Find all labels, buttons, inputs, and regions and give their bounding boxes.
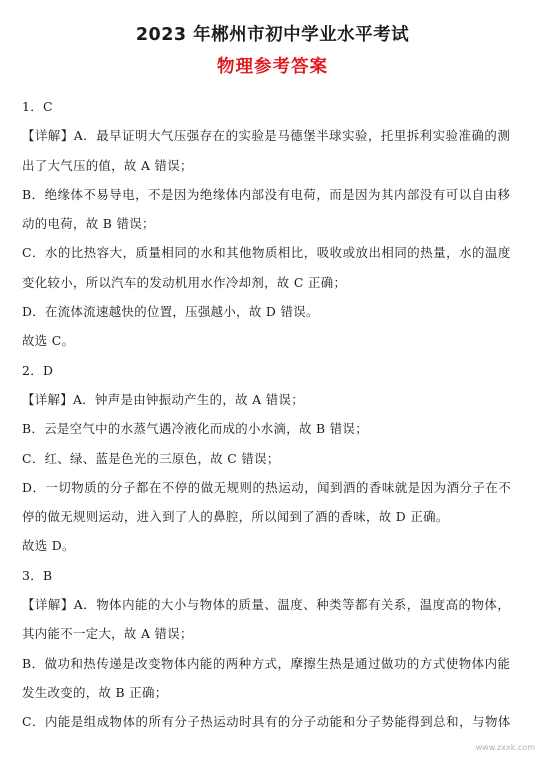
watermark: www.zxxk.com: [475, 743, 535, 752]
explanation-line: 其内能不一定大，故 A 错误；: [22, 626, 193, 642]
exam-title: 2023 年郴州市初中学业水平考试: [135, 25, 410, 45]
explanation-line: C．水的比热容大，质量相同的水和其他物质相比，吸收或放出相同的热量，水的温度: [22, 245, 511, 261]
question-number: 2．D: [22, 362, 54, 378]
answer-choice: 故选 D。: [22, 538, 75, 554]
question-number: 3．B: [22, 567, 53, 583]
answer-body: [22, 92, 523, 737]
answer-choice: 故选 C。: [22, 333, 75, 349]
explanation-line: B．绝缘体不易导电，不是因为绝缘体内部没有电荷，而是因为其内部没有可以自由移: [22, 186, 511, 202]
explanation-line: D．在流体流速越快的位置，压强越小，故 D 错误。: [22, 304, 319, 320]
question-number: 1．C: [22, 99, 53, 114]
explanation-line: 【详解】A．物体内能的大小与物体的质量、温度、种类等都有关系，温度高的物体，: [22, 597, 511, 613]
explanation-line: C．内能是组成物体的所有分子热运动时具有的分子动能和分子势能得到总和，与物体: [22, 714, 511, 730]
explanation-line: 出了大气压的值，故 A 错误；: [22, 157, 193, 173]
explanation-line: 停的做无规则运动，进入到了人的鼻腔，所以闻到了酒的香味，故 D 正确。: [22, 509, 449, 525]
explanation-line: C．红、绿、蓝是色光的三原色，故 C 错误；: [22, 450, 280, 466]
explanation-line: 动的电荷，故 B 错误；: [22, 216, 155, 232]
explanation-line: B．做功和热传递是改变物体内能的两种方式，摩擦生热是通过做功的方式使物体内能: [22, 655, 511, 671]
answer-key-heading: 物理参考答案: [217, 57, 328, 77]
explanation-line: B．云是空气中的水蒸气遇冷液化而成的小水滴，故 B 错误；: [22, 421, 369, 437]
explanation-line: 变化较小，所以汽车的发动机用水作冷却剂，故 C 正确；: [22, 274, 347, 290]
explanation-line: D．一切物质的分子都在不停的做无规则的热运动，闻到酒的香味就是因为酒分子在不: [22, 479, 512, 495]
explanation-line: 【详解】A．钟声是由钟振动产生的，故 A 错误；: [22, 391, 304, 407]
explanation-line: 发生改变的，故 B 正确；: [22, 684, 168, 700]
explanation-line: 【详解】A．最早证明大气压强存在的实验是马德堡半球实验，托里拆利实验准确的测: [22, 128, 511, 144]
